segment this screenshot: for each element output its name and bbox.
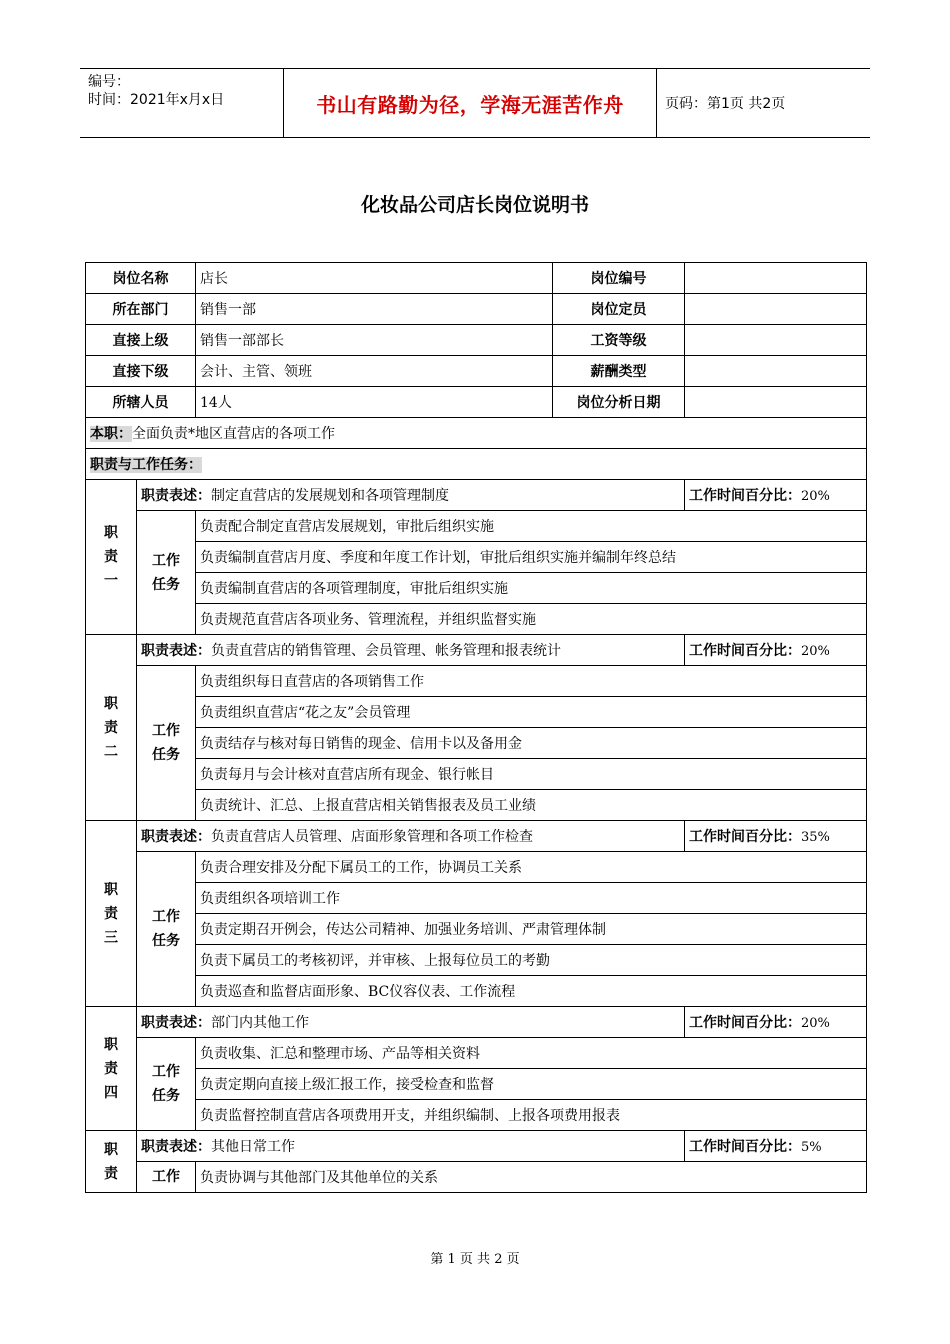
statement-label: 职责表述：: [141, 1139, 211, 1155]
duty-name: 职 责 四: [86, 1007, 137, 1131]
task-item: 负责组织各项培训工作: [196, 883, 867, 914]
task-item: 负责定期向直接上级汇报工作，接受检查和监督: [196, 1069, 867, 1100]
field-label: 所在部门: [86, 294, 196, 325]
page-footer: 第 1 页 共 2 页: [430, 1252, 520, 1267]
pct-value: 20%: [801, 1016, 830, 1031]
statement-label: 职责表述：: [141, 829, 211, 845]
task-label: 工作 任务: [137, 666, 196, 821]
task-row: [86, 542, 867, 573]
task-label: 工作 任务: [137, 1038, 196, 1131]
duty-statement: 其他日常工作: [211, 1139, 295, 1155]
duty-name: 职 责 一: [86, 480, 137, 635]
task-item: 负责收集、汇总和整理市场、产品等相关资料: [196, 1038, 867, 1069]
document-time-label: 时间：2021年x月x日: [88, 92, 225, 108]
statement-label: 职责表述：: [141, 643, 211, 659]
field-value: 店长: [196, 263, 553, 294]
field-value: 会计、主管、领班: [196, 356, 553, 387]
duties-heading-row: [86, 449, 867, 480]
task-row: [86, 697, 867, 728]
duty-statement: 部门内其他工作: [211, 1015, 309, 1031]
task-row: [86, 1100, 867, 1131]
statement-label: 职责表述：: [141, 488, 211, 504]
field-value: [685, 356, 867, 387]
job-description-table: [85, 262, 867, 1193]
field-value: 销售一部: [196, 294, 553, 325]
header-meta: [80, 69, 283, 137]
document-number-label: 编号：: [88, 74, 130, 90]
task-item: 负责编制直营店月度、季度和年度工作计划，审批后组织实施并编制年终总结: [196, 542, 867, 573]
field-label: 直接上级: [86, 325, 196, 356]
task-item: 负责编制直营店的各项管理制度，审批后组织实施: [196, 573, 867, 604]
duty-name: 职 责 二: [86, 635, 137, 821]
main-duty-text: 全面负责*地区直营店的各项工作: [132, 426, 335, 442]
basic-row: [86, 387, 867, 418]
task-item: 负责协调与其他部门及其他单位的关系: [196, 1162, 867, 1193]
duty-statement-row: [86, 1007, 867, 1038]
field-label: 岗位分析日期: [553, 387, 685, 418]
pct-label: 工作时间百分比：: [689, 643, 801, 659]
pct-label: 工作时间百分比：: [689, 829, 801, 845]
basic-row: [86, 325, 867, 356]
field-value: [685, 294, 867, 325]
task-row: [86, 573, 867, 604]
basic-row: [86, 294, 867, 325]
field-label: 工资等级: [553, 325, 685, 356]
task-item: 负责统计、汇总、上报直营店相关销售报表及员工业绩: [196, 790, 867, 821]
pct-label: 工作时间百分比：: [689, 1015, 801, 1031]
duties-heading: 职责与工作任务：: [90, 457, 202, 473]
header-motto: 书山有路勤为径，学海无涯苦作舟: [283, 69, 657, 137]
basic-row: [86, 356, 867, 387]
task-row: [86, 759, 867, 790]
task-item: 负责配合制定直营店发展规划，审批后组织实施: [196, 511, 867, 542]
task-item: 负责合理安排及分配下属员工的工作，协调员工关系: [196, 852, 867, 883]
task-label: 工作: [137, 1162, 196, 1193]
duty-name: 职 责 三: [86, 821, 137, 1007]
field-value: 销售一部部长: [196, 325, 553, 356]
pct-value: 5%: [801, 1140, 822, 1155]
task-row: [86, 883, 867, 914]
field-value: 14人: [196, 387, 553, 418]
field-label: 岗位编号: [553, 263, 685, 294]
duty-statement: 负责直营店的销售管理、会员管理、帐务管理和报表统计: [211, 643, 561, 659]
statement-label: 职责表述：: [141, 1015, 211, 1031]
field-label: 岗位名称: [86, 263, 196, 294]
document-title: 化妆品公司店长岗位说明书: [360, 194, 589, 216]
duty-statement-row: [86, 1131, 867, 1162]
page-header: [80, 68, 870, 138]
task-row: [86, 511, 867, 542]
task-row: [86, 945, 867, 976]
duty-statement: 负责直营店人员管理、店面形象管理和各项工作检查: [211, 829, 533, 845]
pct-label: 工作时间百分比：: [689, 1139, 801, 1155]
task-item: 负责巡查和监督店面形象、BC仪容仪表、工作流程: [196, 976, 867, 1007]
task-row: [86, 1038, 867, 1069]
duty-name: 职 责: [86, 1131, 137, 1193]
task-item: 负责组织直营店“花之友”会员管理: [196, 697, 867, 728]
task-item: 负责定期召开例会，传达公司精神、加强业务培训、严肃管理体制: [196, 914, 867, 945]
task-row: [86, 976, 867, 1007]
header-page-info: 页码：第1页 共2页: [665, 96, 786, 112]
duty-statement: 制定直营店的发展规划和各项管理制度: [211, 488, 449, 504]
field-value: [685, 387, 867, 418]
field-label: 薪酬类型: [553, 356, 685, 387]
task-item: 负责监督控制直营店各项费用开支，并组织编制、上报各项费用报表: [196, 1100, 867, 1131]
duty-statement-row: [86, 635, 867, 666]
field-value: [685, 325, 867, 356]
task-row: [86, 914, 867, 945]
task-row: [86, 666, 867, 697]
task-row: [86, 790, 867, 821]
task-item: 负责结存与核对每日销售的现金、信用卡以及备用金: [196, 728, 867, 759]
task-row: [86, 1162, 867, 1193]
task-row: [86, 1069, 867, 1100]
pct-value: 20%: [801, 644, 830, 659]
pct-value: 35%: [801, 830, 830, 845]
field-label: 所辖人员: [86, 387, 196, 418]
task-label: 工作 任务: [137, 511, 196, 635]
task-item: 负责下属员工的考核初评，并审核、上报每位员工的考勤: [196, 945, 867, 976]
main-duty-label: 本职：: [90, 426, 132, 442]
duty-statement-row: [86, 480, 867, 511]
pct-value: 20%: [801, 489, 830, 504]
pct-label: 工作时间百分比：: [689, 488, 801, 504]
field-label: 岗位定员: [553, 294, 685, 325]
task-row: [86, 604, 867, 635]
task-item: 负责规范直营店各项业务、管理流程，并组织监督实施: [196, 604, 867, 635]
task-item: 负责每月与会计核对直营店所有现金、银行帐目: [196, 759, 867, 790]
task-row: [86, 728, 867, 759]
basic-row: [86, 263, 867, 294]
task-label: 工作 任务: [137, 852, 196, 1007]
task-item: 负责组织每日直营店的各项销售工作: [196, 666, 867, 697]
task-row: [86, 852, 867, 883]
main-duty-row: [86, 418, 867, 449]
field-label: 直接下级: [86, 356, 196, 387]
field-value: [685, 263, 867, 294]
duty-statement-row: [86, 821, 867, 852]
